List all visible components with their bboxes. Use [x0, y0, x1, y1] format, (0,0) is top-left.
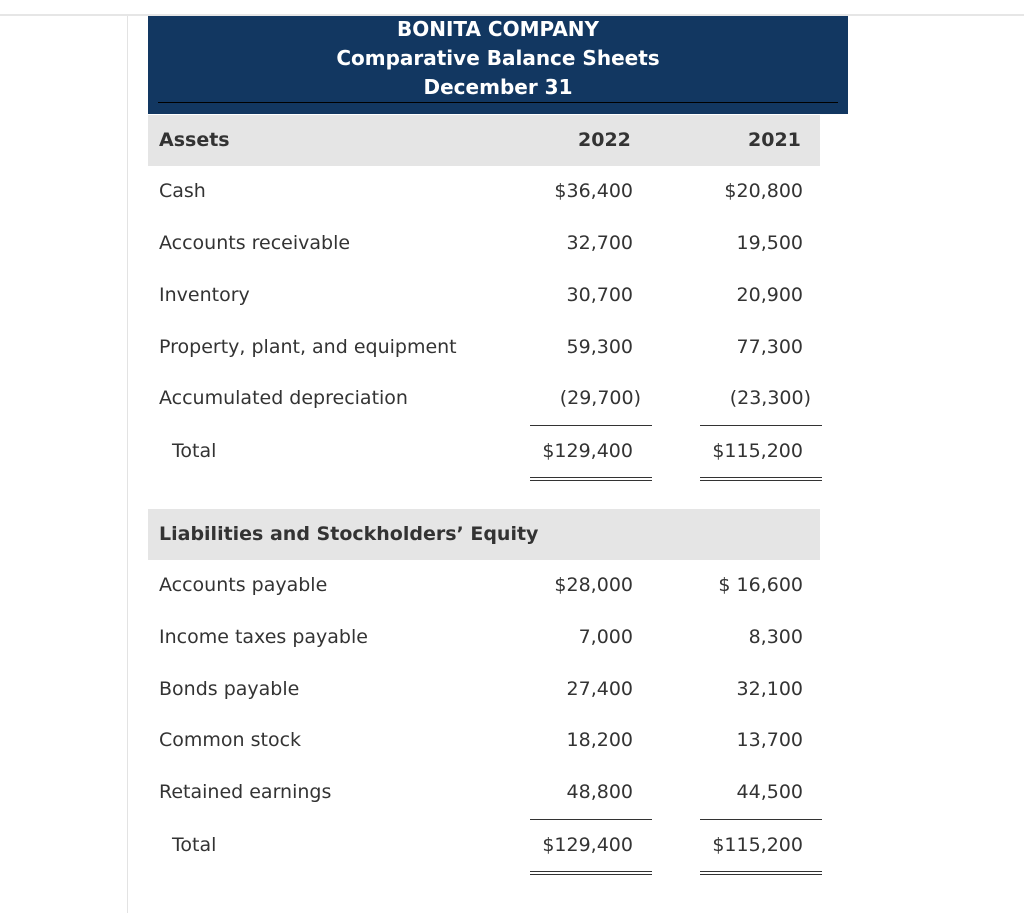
value-2021: $ 16,600	[718, 574, 803, 596]
value-2022: 18,200	[566, 729, 633, 751]
subtotal-underline-2022	[530, 819, 652, 820]
table-row	[0, 626, 1024, 656]
table-row	[0, 574, 1024, 604]
assets-heading: Assets	[159, 129, 230, 151]
value-2022: $28,000	[554, 574, 633, 596]
row-label: Income taxes payable	[159, 626, 368, 648]
table-row	[0, 781, 1024, 811]
subtotal-underline-2021	[700, 425, 822, 426]
value-2022: 59,300	[566, 336, 633, 358]
double-underline-2021	[700, 477, 822, 478]
row-label: Accounts receivable	[159, 232, 351, 254]
table-row	[0, 678, 1024, 708]
value-2021: $20,800	[724, 180, 803, 202]
assets-total-row	[0, 440, 1024, 470]
value-2022: 48,800	[566, 781, 633, 803]
assets-header-band	[148, 115, 820, 166]
double-underline-2022	[530, 480, 652, 481]
value-2021: 13,700	[736, 729, 803, 751]
row-label: Property, plant, and equipment	[159, 336, 457, 358]
value-2022: 27,400	[566, 678, 633, 700]
double-underline-2022	[530, 477, 652, 478]
value-2022: 32,700	[566, 232, 633, 254]
column-2022: 2022	[578, 129, 631, 151]
subtotal-underline-2021	[700, 819, 822, 820]
row-label: Inventory	[159, 284, 250, 306]
total-label: Total	[172, 834, 217, 856]
row-label: Bonds payable	[159, 678, 300, 700]
total-2021: $115,200	[712, 440, 803, 462]
statement-title: Comparative Balance Sheets	[336, 46, 660, 70]
row-label: Accounts payable	[159, 574, 328, 596]
value-2022: 30,700	[566, 284, 633, 306]
double-underline-2021	[700, 480, 822, 481]
double-underline-2022	[530, 871, 652, 872]
liabilities-total-row	[0, 834, 1024, 864]
row-label: Common stock	[159, 729, 302, 751]
value-2022: (29,700)	[559, 387, 641, 409]
table-row	[0, 284, 1024, 314]
liabilities-heading: Liabilities and Stockholders’ Equity	[159, 523, 539, 545]
value-2021: 8,300	[748, 626, 803, 648]
value-2021: 77,300	[736, 336, 803, 358]
total-2022: $129,400	[542, 834, 633, 856]
row-label: Cash	[159, 180, 206, 202]
value-2022: 7,000	[578, 626, 633, 648]
total-2021: $115,200	[712, 834, 803, 856]
company-name: BONITA COMPANY	[396, 17, 600, 41]
column-2021: 2021	[748, 129, 801, 151]
double-underline-2021	[700, 871, 822, 872]
row-label: Retained earnings	[159, 781, 332, 803]
table-row	[0, 180, 1024, 210]
table-row	[0, 232, 1024, 262]
total-label: Total	[172, 440, 217, 462]
total-2022: $129,400	[542, 440, 633, 462]
table-row	[0, 336, 1024, 366]
value-2021: (23,300)	[729, 387, 811, 409]
subtotal-underline-2022	[530, 425, 652, 426]
statement-header	[148, 16, 848, 114]
statement-date: December 31	[423, 75, 573, 99]
row-label: Accumulated depreciation	[159, 387, 408, 409]
value-2022: $36,400	[554, 180, 633, 202]
table-row	[0, 729, 1024, 759]
double-underline-2021	[700, 874, 822, 875]
value-2021: 32,100	[736, 678, 803, 700]
header-rule	[158, 102, 838, 103]
value-2021: 20,900	[736, 284, 803, 306]
value-2021: 19,500	[736, 232, 803, 254]
table-row	[0, 387, 1024, 417]
value-2021: 44,500	[736, 781, 803, 803]
double-underline-2022	[530, 874, 652, 875]
